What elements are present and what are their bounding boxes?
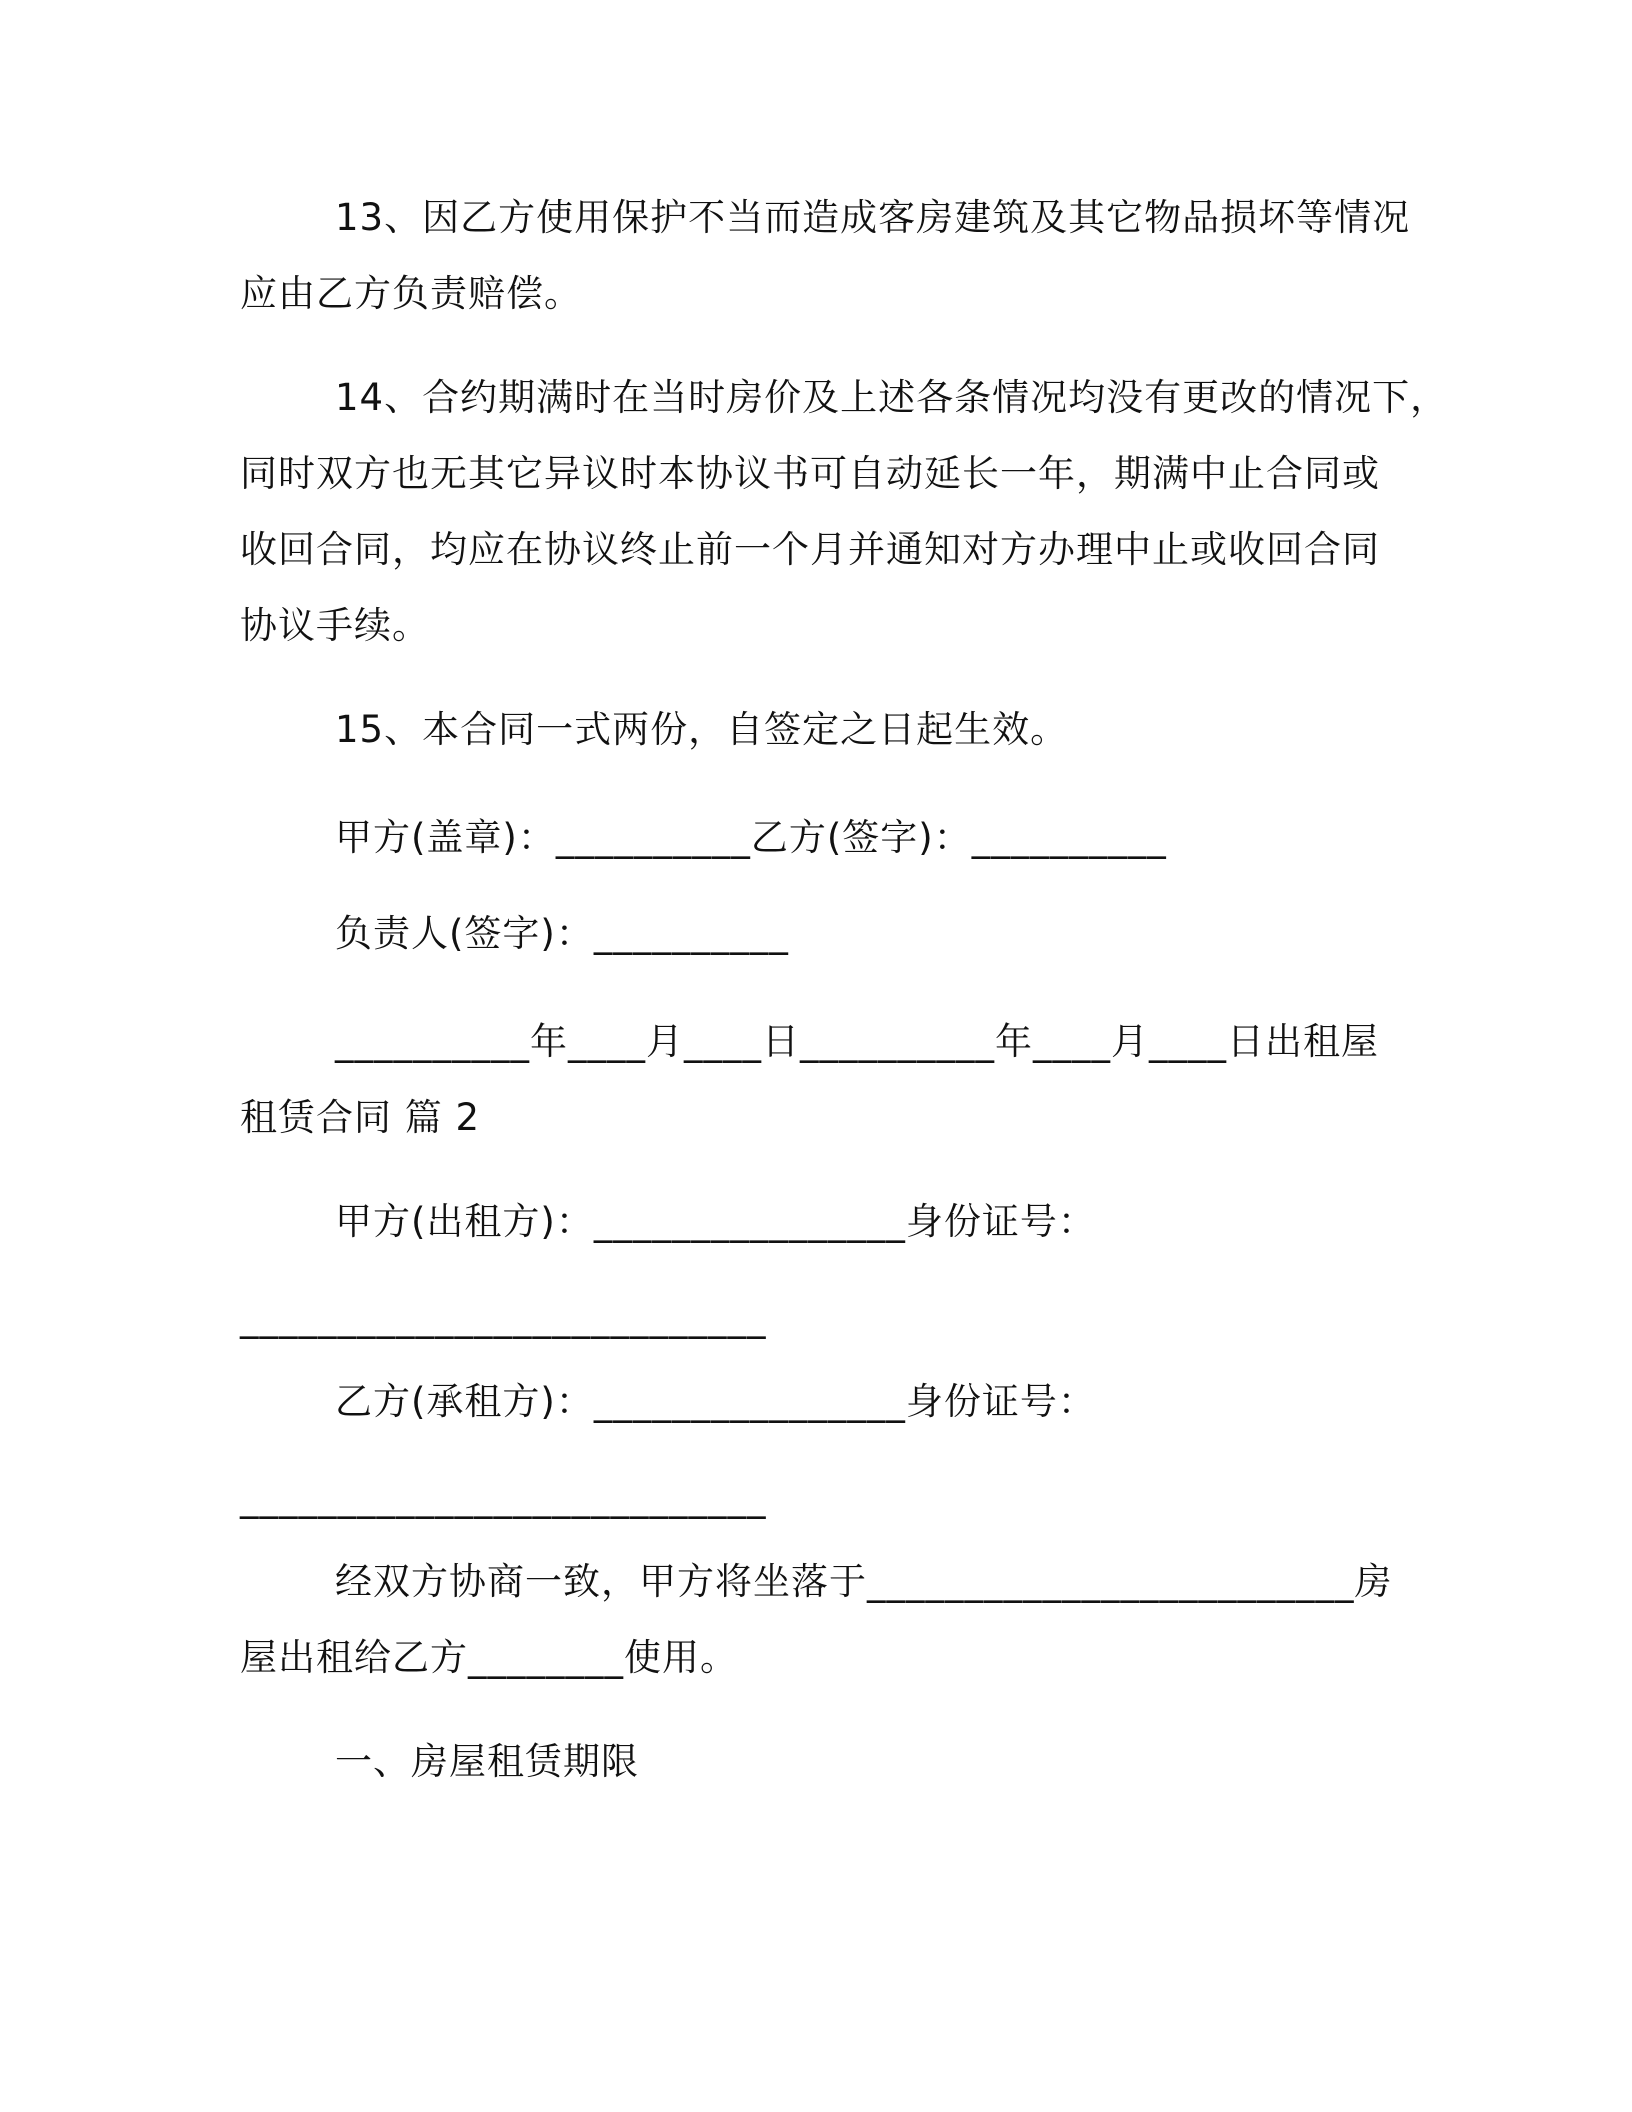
agreement-line-1: 经双方协商一致，甲方将坐落于_________________________房 [335,1560,1393,1603]
section-title: 租赁合同 篇 2 [240,1096,481,1139]
responsible-person-signature: 负责人(签字)：__________ [335,912,789,955]
date-line: __________年____月____日__________年____月____日出租屋 [335,1020,1379,1063]
clause-14-line-4: 协议手续。 [240,604,430,647]
lessor-id-blank: ___________________________ [240,1296,767,1339]
clause-13-line-2: 应由乙方负责赔偿。 [240,272,582,315]
clause-13-line-1: 13、因乙方使用保护不当而造成客房建筑及其它物品损坏等情况 [335,196,1411,239]
clause-15: 15、本合同一式两份，自签定之日起生效。 [335,708,1069,751]
signature-party-line: 甲方(盖章)：__________乙方(签字)：__________ [335,816,1167,859]
clause-14-line-3: 收回合同，均应在协议终止前一个月并通知对方办理中止或收回合同 [240,528,1380,571]
clause-14-line-1: 14、合约期满时在当时房价及上述各条情况均没有更改的情况下， [335,376,1449,419]
lessee-id-blank: ___________________________ [240,1476,767,1519]
lease-term-heading: 一、房屋租赁期限 [335,1740,639,1783]
agreement-line-2: 屋出租给乙方________使用。 [240,1636,738,1679]
lessee-line: 乙方(承租方)：________________身份证号： [335,1380,1096,1423]
lessor-line: 甲方(出租方)：________________身份证号： [335,1200,1096,1243]
clause-14-line-2: 同时双方也无其它异议时本协议书可自动延长一年，期满中止合同或 [240,452,1380,495]
